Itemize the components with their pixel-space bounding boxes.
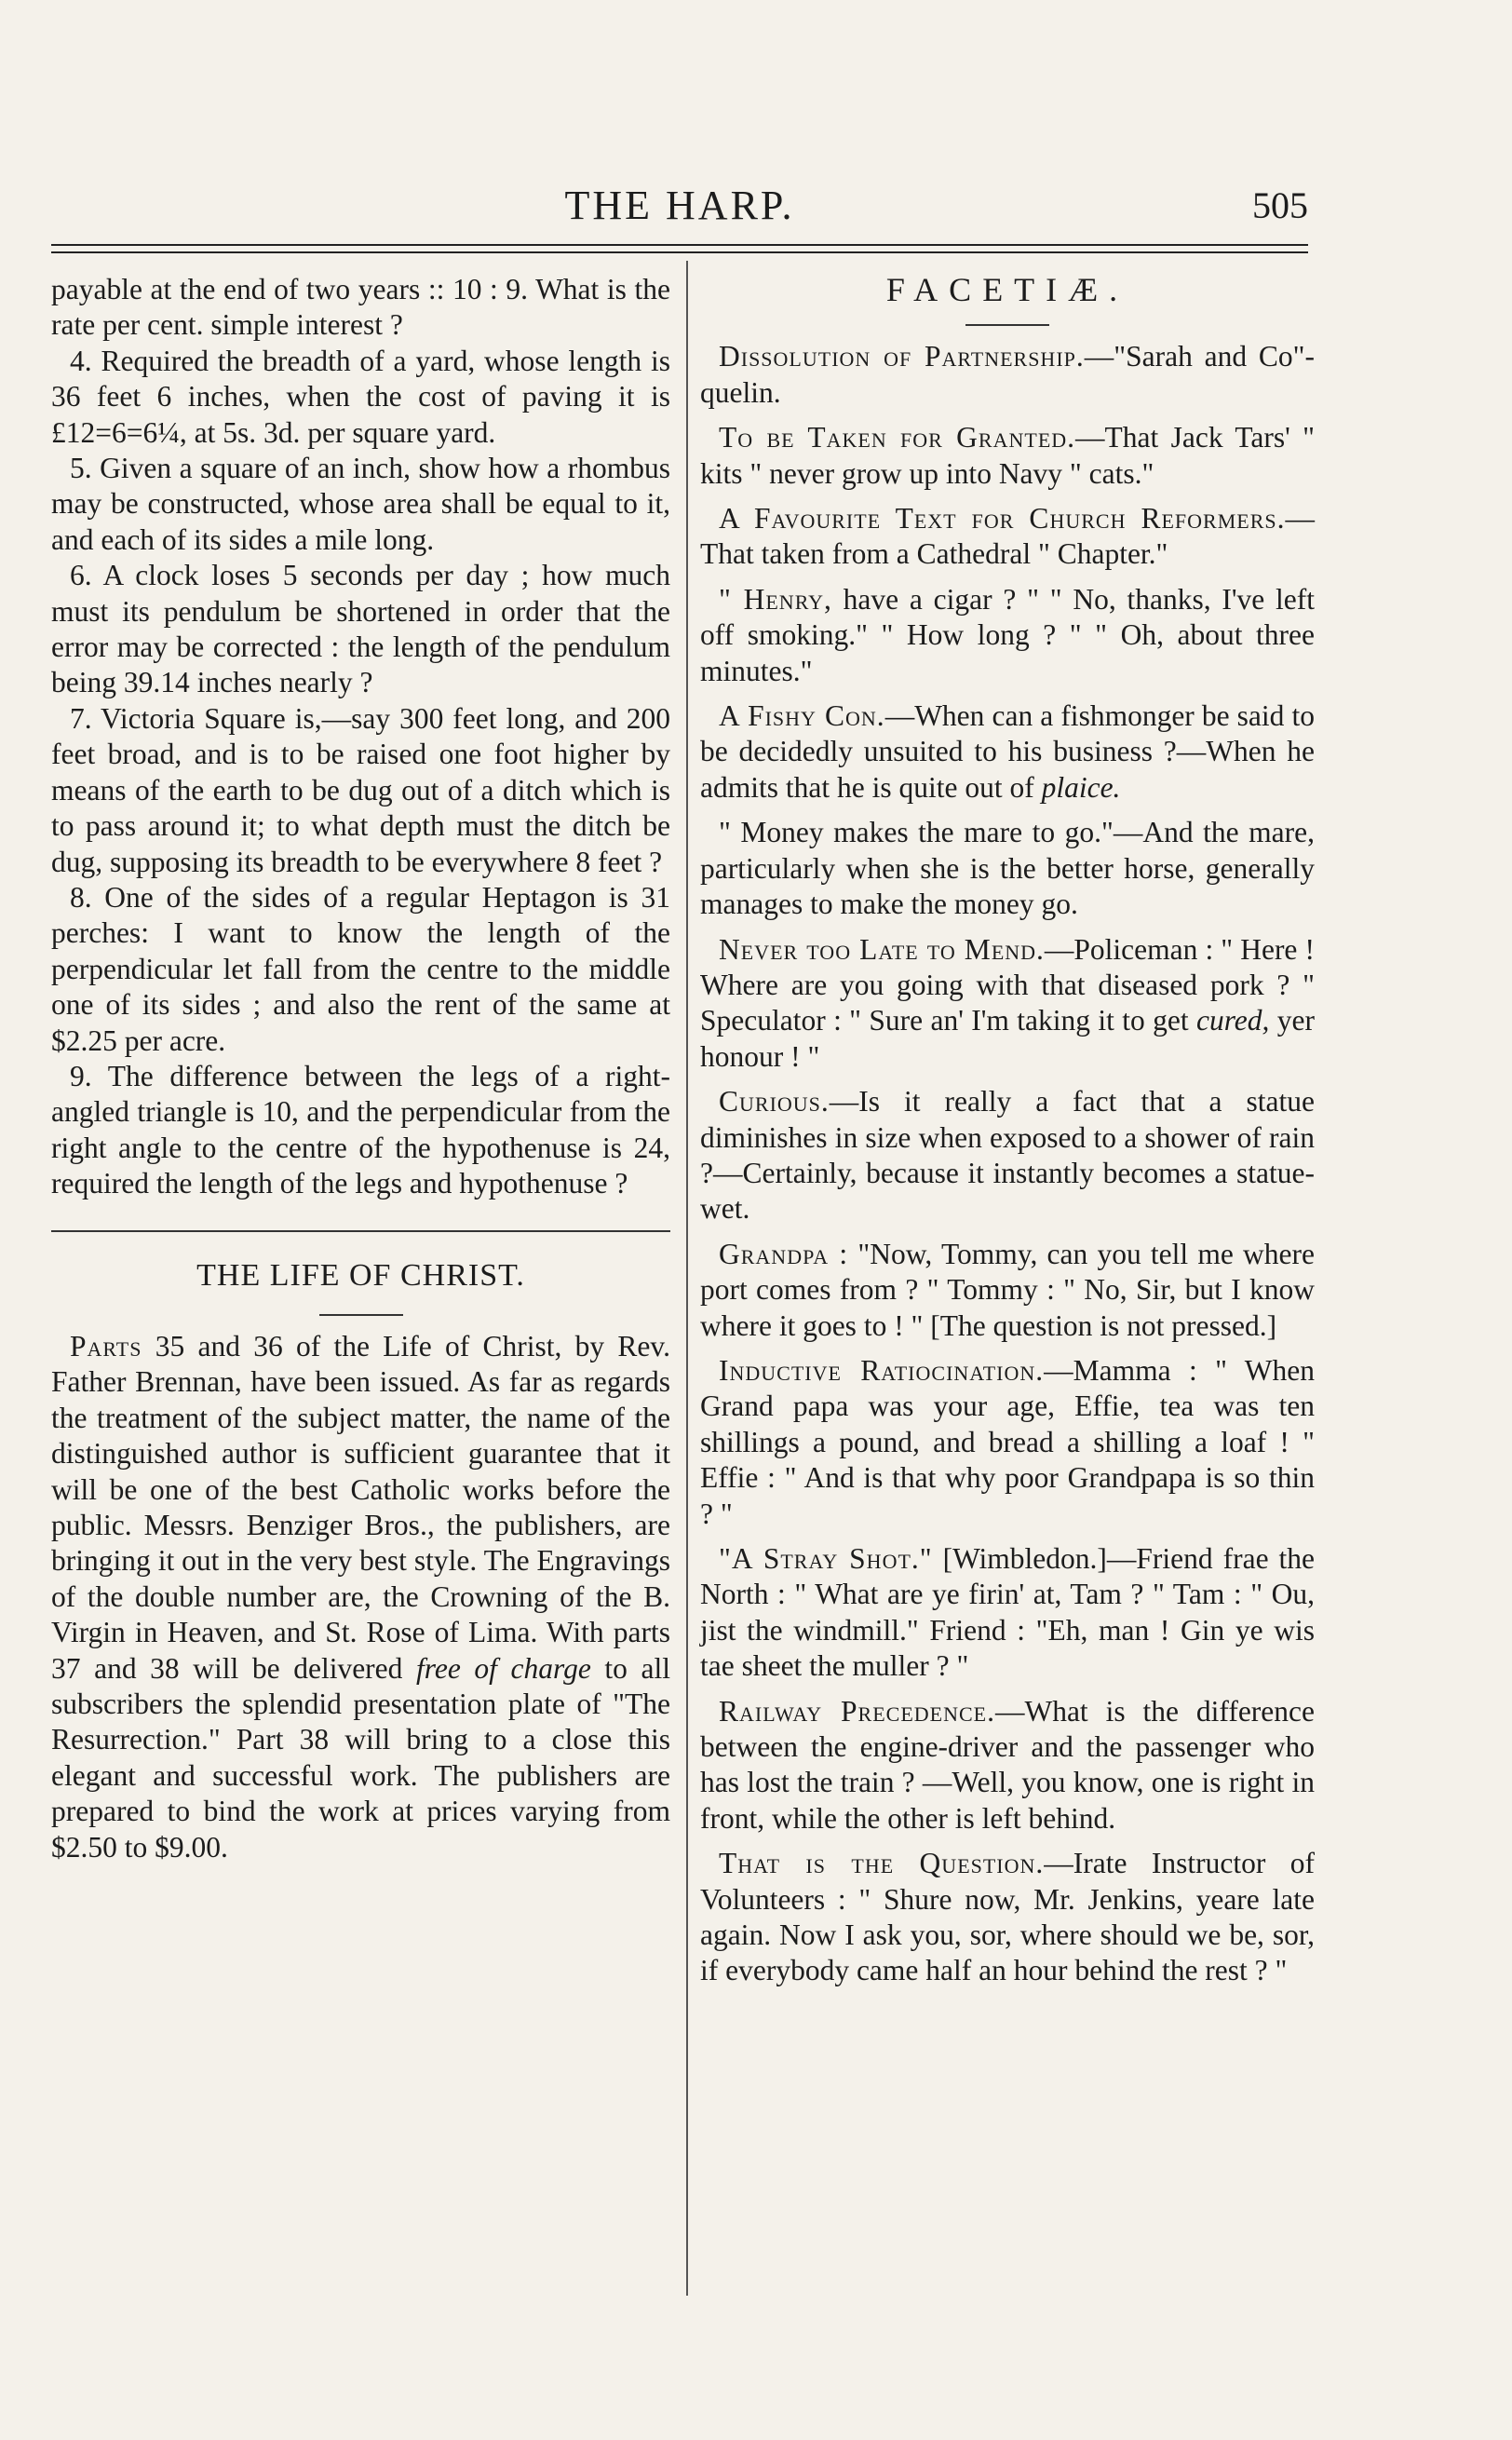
heading-short-rule bbox=[965, 324, 1049, 326]
jest-text: —Irate Instructor of Volunteers : " Shure now, Mr. Jenkins, yeare late again. Now I ask you, sor, where should we be, sor, if everybody came half an hour behind the rest ? " bbox=[700, 1847, 1315, 1987]
jest-item bbox=[700, 582, 1315, 689]
jest-lead: Grandpa : bbox=[719, 1237, 849, 1270]
facetiae-heading: FACETIÆ. bbox=[885, 271, 1129, 308]
question-6: 6. A clock loses 5 seconds per day ; how much must its pendulum be shortened in order that the error may be corrected : the length of the pendulum being 39.14 inches nearly ? bbox=[51, 559, 670, 699]
jest-text: —"Sarah and Co"-quelin. bbox=[700, 340, 1315, 409]
jest-lead: A Favourite Text for Church Reformers. bbox=[719, 502, 1286, 535]
jest-text: [Wimbledon.]—Friend frae the North : " What are ye firin' at, Tam ? " Tam : " Ou, jist the windmill." Friend : "Eh, man ! Gin ye wis tae sheet the muller ? " bbox=[700, 1542, 1315, 1683]
paragraph-text-end: to all subscribers the splendid presentation plate of "The Resurrection." Part 38 will bring to a close this elegant and successful work. The publishers are prepared to bind the work at prices varying from $2.50 to $9.00. bbox=[51, 1651, 670, 1864]
jest-text: —When can a fishmonger be said to be decidedly unsuited to his business ?—When he admits that he is quite out of bbox=[700, 699, 1315, 804]
jest-text: have a cigar ? " " No, thanks, I've left off smoking." " How long ? " " Oh, about three minutes." bbox=[700, 582, 1315, 687]
jest-italic: cured, bbox=[1195, 1004, 1270, 1037]
question-5: 5. Given a square of an inch, show how a rhombus may be constructed, whose area shall be equal to it, and each of its sides a mile long. bbox=[51, 452, 670, 556]
jest-lead: Never too Late to Mend. bbox=[719, 932, 1045, 966]
header-double-rule bbox=[51, 244, 1308, 253]
jest-lead: Dissolution of Partnership. bbox=[719, 340, 1085, 373]
jest-text: —That taken from a Cathedral " Chapter." bbox=[700, 502, 1315, 571]
question-7: 7. Victoria Square is,—say 300 feet long, and 200 feet broad, and is to be raised one foot higher by means of the earth to be dug out of a ditch which is to pass around it; to what depth must the ditch be dug, supposing its breadth to be everywhere 8 feet ? bbox=[51, 701, 670, 878]
heading-short-rule bbox=[319, 1314, 403, 1316]
jest-text: —Policeman : " Here ! Where are you going with that diseased pork ? " Speculator : " Sure an' I'm taking it to get bbox=[700, 932, 1315, 1037]
life-of-christ-paragraph bbox=[51, 1329, 670, 1865]
jest-item bbox=[700, 1237, 1315, 1344]
jest-lead: To be Taken for Granted. bbox=[719, 421, 1076, 454]
lead-words: Parts bbox=[70, 1329, 142, 1362]
jest-item bbox=[700, 698, 1315, 806]
jest-item bbox=[700, 1694, 1315, 1837]
paragraph-text: 35 and 36 of the Life of Christ, by Rev. Father Brennan, have been issued. As far as regards the treatment of the subject matter, the name of the distinguished author is sufficient guarantee that it will be one of the best Catholic works before the public. Messrs. Benziger Bros., the publishers, are bringing it out in the very best style. The Engravings of the double number are, the Crowning of the B. Virgin in Heaven, and St. Rose of Lima. With parts 37 and 38 will be delivered bbox=[51, 1329, 670, 1685]
column-divider bbox=[686, 261, 688, 2296]
jest-lead: That is the Question. bbox=[719, 1847, 1045, 1880]
jest-text-end: yer honour ! " bbox=[700, 1004, 1315, 1073]
question-9: 9. The difference between the legs of a right-angled triangle is 10, and the perpendicular from the right angle to the centre of the hypothenuse is 24, required the length of the legs and hypothenuse ? bbox=[51, 1059, 670, 1200]
section-rule bbox=[51, 1230, 670, 1232]
right-column bbox=[700, 272, 1315, 1999]
jest-italic: plaice. bbox=[1041, 770, 1121, 804]
jest-item bbox=[700, 1541, 1315, 1685]
question-8: 8. One of the sides of a regular Heptagon is 31 perches: I want to know the length of the perpendicular let fall from the centre to the middle one of its sides ; and also the rent of the same at $2.25 per acre. bbox=[51, 880, 670, 1057]
jest-text: "Now, Tommy, can you tell me where port comes from ? " Tommy : " No, Sir, but I know where it goes to ! " [The question is not pressed.] bbox=[700, 1237, 1315, 1342]
jest-lead: Curious. bbox=[719, 1085, 830, 1118]
running-title: THE HARP. bbox=[564, 183, 795, 228]
jest-item bbox=[700, 1084, 1315, 1227]
left-column bbox=[51, 272, 670, 1865]
page-number: 505 bbox=[1252, 184, 1308, 226]
jest-lead: " Henry, bbox=[719, 582, 832, 616]
jest-lead: A Fishy Con. bbox=[719, 699, 885, 733]
jest-lead: Railway Precedence. bbox=[719, 1694, 995, 1728]
page-header bbox=[51, 182, 1308, 247]
italic-text: free of charge bbox=[416, 1651, 591, 1685]
jest-item bbox=[700, 339, 1315, 411]
jest-text: —What is the difference between the engine-driver and the passenger who has lost the train ? —Well, you know, one is right in front, while the other is left behind. bbox=[700, 1694, 1315, 1835]
jest-text: —Mamma : " When Grand papa was your age, Effie, tea was ten shillings a pound, and bread a shilling a loaf ! " Effie : " And is that why poor Grandpapa is so thin ? " bbox=[700, 1353, 1315, 1530]
jest-text: —Is it really a fact that a statue diminishes in size when exposed to a shower of rain ?—Certainly, because it instantly becomes a statue-wet. bbox=[700, 1085, 1315, 1226]
jest-item bbox=[700, 420, 1315, 492]
jest-lead: "A Stray Shot." bbox=[719, 1542, 933, 1575]
jest-lead: Inductive Ratiocination. bbox=[719, 1353, 1045, 1387]
jest-item bbox=[700, 1353, 1315, 1532]
jest-text: —That Jack Tars' " kits " never grow up into Navy " cats." bbox=[700, 421, 1315, 490]
jest-text: " Money makes the mare to go."—And the mare, particularly when she is the better horse, generally manages to make the money go. bbox=[700, 816, 1315, 921]
jest-item bbox=[700, 501, 1315, 573]
jest-item bbox=[700, 815, 1315, 922]
jest-item bbox=[700, 1846, 1315, 1989]
question-continuation: payable at the end of two years :: 10 : 9. What is the rate per cent. simple interest ? bbox=[51, 273, 670, 342]
life-of-christ-heading: THE LIFE OF CHRIST. bbox=[196, 1257, 525, 1293]
jest-item bbox=[700, 932, 1315, 1076]
question-4: 4. Required the breadth of a yard, whose length is 36 feet 6 inches, when the cost of paving it is £12=6=6¼, at 5s. 3d. per square yard. bbox=[51, 344, 670, 449]
